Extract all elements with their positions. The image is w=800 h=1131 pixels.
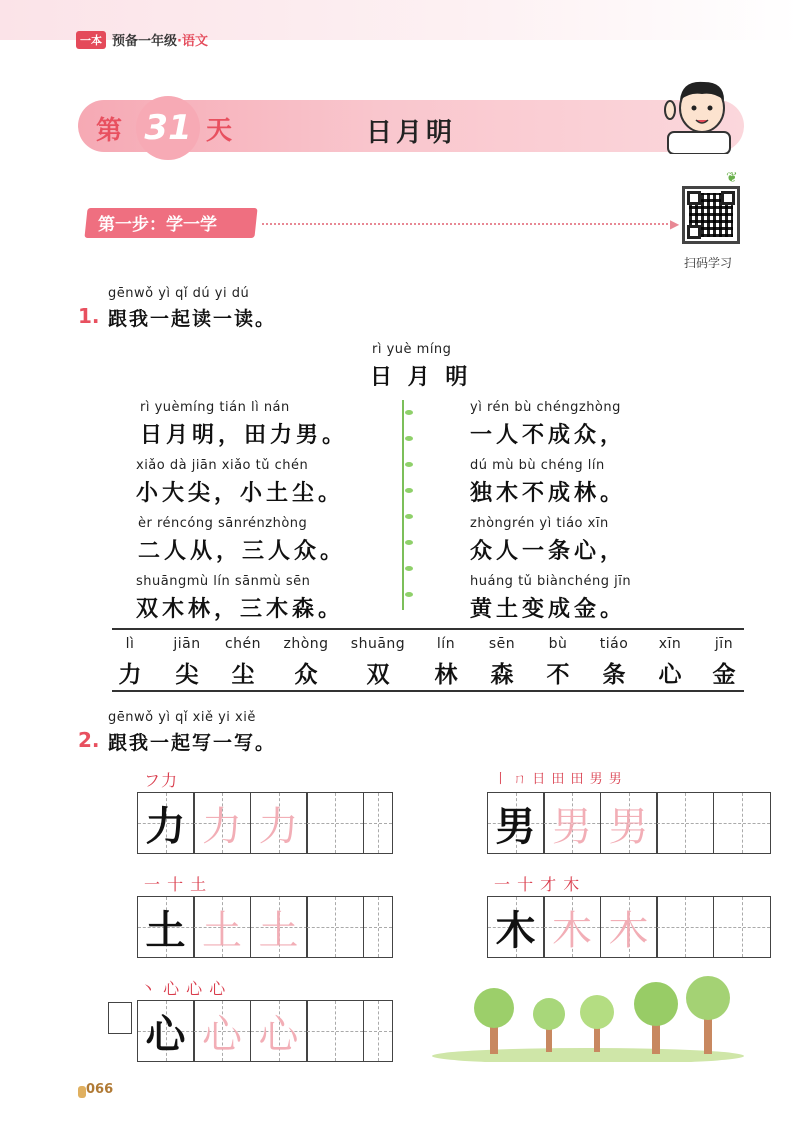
word-item: chén 尘 [224, 636, 262, 688]
trace-cell[interactable]: 男 [543, 792, 601, 854]
word-item: sēn 森 [488, 636, 516, 688]
section2-title: 跟我一起写一写。 [108, 732, 277, 754]
writing-grid[interactable] [138, 792, 393, 854]
brand [76, 30, 208, 49]
poem-title-pinyin: rì yuè míng [372, 342, 452, 357]
trace-cell[interactable]: 土 [250, 896, 308, 958]
section1-title: 跟我一起读一读。 [108, 308, 277, 330]
blank-cell[interactable] [363, 896, 393, 958]
side-box [108, 1002, 132, 1034]
line-hanzi: 日月明，田力男。 [140, 422, 349, 448]
trees-illustration-icon [432, 976, 744, 1062]
stroke-order: 丶 心 心 心 [140, 979, 227, 998]
word-item: zhòng 众 [283, 636, 329, 688]
word-item: lì 力 [118, 636, 142, 688]
word-item: jiān 尖 [173, 636, 201, 688]
blank-cell[interactable] [363, 1000, 393, 1062]
section1-number: 1. [78, 304, 100, 328]
word-item: lín 林 [434, 636, 458, 688]
qr-code[interactable] [682, 186, 740, 244]
model-cell: 力 [137, 792, 195, 854]
qr-finder [687, 191, 701, 205]
line-pinyin: rì yuèmíng tián lì nán [140, 400, 290, 415]
line-pinyin: xiǎo dà jiān xiǎo tǔ chén [136, 458, 309, 473]
section2-number: 2. [78, 728, 100, 752]
line-pinyin: shuāngmù lín sānmù sēn [136, 574, 311, 589]
trace-cell[interactable]: 木 [543, 896, 601, 958]
model-cell: 土 [137, 896, 195, 958]
writing-grid[interactable] [488, 792, 771, 854]
blank-cell[interactable] [713, 896, 771, 958]
section1-pinyin: gēnwǒ yì qǐ dú yi dú [108, 286, 250, 301]
model-cell: 心 [137, 1000, 195, 1062]
day-prefix: 第 [96, 116, 123, 146]
poem-line-right [470, 458, 626, 507]
trace-cell[interactable]: 心 [193, 1000, 251, 1062]
qr-label: 扫码学习 [684, 256, 733, 270]
poem-line-right [470, 516, 626, 565]
line-hanzi: 黄土变成金。 [470, 596, 627, 622]
step-label: 第一步：学一学 [98, 215, 217, 235]
vine-divider [402, 400, 414, 610]
poem-line-left [136, 458, 344, 507]
poem-line-right [470, 574, 631, 623]
line-hanzi: 二人从，三人众。 [138, 538, 347, 564]
model-cell: 木 [487, 896, 545, 958]
line-hanzi: 双木林，三木森。 [136, 596, 345, 622]
blank-cell[interactable] [306, 1000, 364, 1062]
trace-cell[interactable]: 木 [600, 896, 658, 958]
word-item: shuāng 双 [350, 636, 406, 688]
trace-cell[interactable]: 土 [193, 896, 251, 958]
trace-cell[interactable]: 力 [250, 792, 308, 854]
page-number: 066 [86, 1082, 114, 1097]
dotted-leader [262, 223, 672, 225]
blank-cell[interactable] [656, 896, 714, 958]
poem-line-left [136, 574, 344, 623]
poem-title: 日 月 明 [370, 364, 472, 390]
blank-cell[interactable] [656, 792, 714, 854]
qr-finder [721, 191, 735, 205]
trace-cell[interactable]: 心 [250, 1000, 308, 1062]
brand-title: 预备一年级·语文 [112, 34, 208, 49]
line-hanzi: 独木不成林。 [470, 480, 627, 506]
line-pinyin: zhòngrén yì tiáo xīn [470, 516, 609, 531]
blank-cell[interactable] [713, 792, 771, 854]
line-pinyin: yì rén bù chéngzhòng [470, 400, 621, 415]
day-circle [136, 96, 200, 160]
page-ornament [78, 1086, 86, 1098]
line-pinyin: dú mù bù chéng lín [470, 458, 605, 473]
stroke-order: 一 十 才 木 [494, 875, 581, 894]
mascot-boy-icon [664, 70, 734, 154]
stroke-order: 丨 ㄇ 日 田 田 男 男 [494, 772, 623, 787]
poem-line-left [140, 400, 348, 449]
line-pinyin: huáng tǔ biànchéng jīn [470, 574, 632, 589]
word-item: tiáo 条 [599, 636, 629, 688]
line-hanzi: 小大尖，小土尘。 [136, 480, 345, 506]
blank-cell[interactable] [306, 896, 364, 958]
model-cell: 男 [487, 792, 545, 854]
line-hanzi: 一人不成众， [470, 422, 627, 448]
sprout-icon: ❦ [726, 170, 738, 186]
word-item: bù 不 [546, 636, 570, 688]
writing-grid[interactable] [138, 1000, 393, 1062]
trace-cell[interactable]: 力 [193, 792, 251, 854]
stroke-order: フ力 [144, 771, 179, 790]
blank-cell[interactable] [363, 792, 393, 854]
brand-logo: 一本 [76, 31, 106, 49]
blank-cell[interactable] [306, 792, 364, 854]
writing-grid[interactable] [138, 896, 393, 958]
line-pinyin: èr réncóng sānrénzhòng [138, 516, 308, 531]
section2-pinyin: gēnwǒ yì qǐ xiě yi xiě [108, 710, 256, 725]
lesson-title: 日月明 [366, 118, 457, 148]
day-number: 31 [144, 108, 192, 148]
stroke-order: 一 十 土 [144, 875, 208, 894]
word-item: jīn 金 [712, 636, 736, 688]
day-suffix: 天 [206, 116, 233, 146]
poem-line-left [138, 516, 346, 565]
qr-finder [687, 225, 701, 239]
word-item: xīn 心 [658, 636, 682, 688]
line-hanzi: 众人一条心， [470, 538, 627, 564]
poem-line-right [470, 400, 626, 449]
trace-cell[interactable]: 男 [600, 792, 658, 854]
writing-grid[interactable] [488, 896, 771, 958]
arrow-right-icon: ▶ [670, 217, 680, 231]
